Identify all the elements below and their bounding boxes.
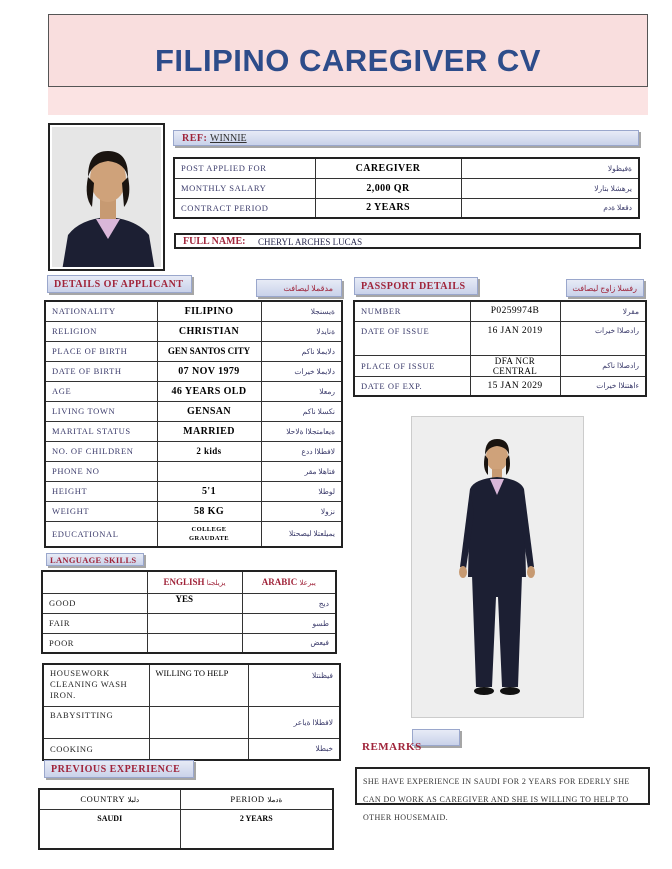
contract-label: CONTRACT PERIOD [174,198,315,218]
contract-ar: دقعلا ةدم [461,198,639,218]
title-band [48,87,648,115]
detail-ar: رمعلا [261,381,342,401]
full-body-illustration [412,417,583,717]
detail-value: 58 KG [157,501,261,521]
table-row [45,301,342,321]
salary-label: MONTHLY SALARY [174,178,315,198]
full-body-photo [411,416,584,718]
detail-label: MARITAL STATUS [45,421,157,441]
table-row [45,521,342,547]
skill-label: COOKING [43,738,149,760]
detail-value: MARRIED [157,421,261,441]
skill-ar: فيظنتلا [248,664,340,706]
table-row [354,321,646,355]
passport-ar: رادصلاا خيرات [560,321,646,355]
passport-ar: ءاهتنلاا خيرات [560,376,646,396]
remarks-text: SHE HAVE EXPERIENCE IN SAUDI FOR 2 YEARS FOR EDERLY SHE CAN DO WORK AS CAREGIVER AND SHE IS WILLING TO HELP TO OTHER HOUSEMAID. [363,777,630,822]
post-value: CAREGIVER [315,158,461,178]
title-box [48,14,648,87]
full-name-label: FULL NAME: [183,236,246,247]
language-title: LANGUAGE SKILLS [50,555,137,565]
detail-ar: دلايملا خيرات [261,361,342,381]
details-title: DETAILS OF APPLICANT [54,279,184,290]
table-row [45,381,342,401]
remarks-box [355,767,650,822]
table-row [45,501,342,521]
skill-ar: خبطلا [248,738,340,760]
table-row [45,421,342,441]
portrait-photo [48,123,165,271]
passport-value: P0259974B [470,301,560,321]
country-label-ar: دلبلا [127,796,140,805]
detail-ar: دلايملا ناكم [261,341,342,361]
table-row [42,613,336,633]
detail-value: 5'1 [157,481,261,501]
detail-value: GENSAN [157,401,261,421]
skill-label: HOUSEWORK CLEANING WASH IRON. [43,664,149,706]
detail-label: PHONE NO [45,461,157,481]
detail-value: 2 kids [157,441,261,461]
arabic-label: ARABIC [261,577,298,588]
country-label: COUNTRY [80,794,125,805]
english-poor [147,633,242,653]
experience-country: SAUDI [39,809,180,849]
passport-value: 16 JAN 2019 [470,321,560,355]
language-level: POOR [42,633,147,653]
language-banner [46,553,144,566]
experience-header-country [39,789,180,809]
full-name-value: CHERYL ARCHES LUCAS [258,237,363,247]
english-label: ENGLISH [163,577,205,588]
ref-banner [173,130,639,146]
skill-value [149,706,248,738]
table-row [354,355,646,376]
detail-value [157,461,261,481]
skill-value [149,738,248,760]
detail-value: 07 NOV 1979 [157,361,261,381]
detail-label: LIVING TOWN [45,401,157,421]
detail-value: FILIPINO [157,301,261,321]
detail-label: WEIGHT [45,501,157,521]
table-row [45,441,342,461]
language-table [41,570,337,654]
detail-value: CHRISTIAN [157,321,261,341]
portrait-illustration [52,127,161,267]
language-level: GOOD [42,593,147,613]
table-row [42,571,336,593]
table-row [45,401,342,421]
passport-banner-ar [566,279,644,297]
detail-label: DATE OF BIRTH [45,361,157,381]
passport-value: DFA NCR CENTRAL [470,355,560,376]
skill-ar: لافطلاا ةياعر [248,706,340,738]
experience-banner [44,760,194,778]
experience-period: 2 YEARS [180,809,333,849]
table-row [174,198,639,218]
period-label: PERIOD [230,794,265,805]
language-ar: طسو [242,613,336,633]
language-header-english [147,571,242,593]
remarks-title: REMARKS [362,741,422,753]
table-row [45,341,342,361]
details-banner [47,275,192,293]
passport-label: PLACE OF ISSUE [354,355,470,376]
detail-label: HEIGHT [45,481,157,501]
language-ar: ديج [242,593,336,613]
table-row [45,461,342,481]
table-row [43,738,340,760]
detail-label: AGE [45,381,157,401]
post-ar: ةفيظولا [461,158,639,178]
table-row [174,178,639,198]
table-row [45,481,342,501]
detail-ar: يميلعتلا ليصحتلا [261,521,342,547]
table-row [39,789,333,809]
detail-label: RELIGION [45,321,157,341]
ref-value: WINNIE [210,133,247,144]
passport-label: DATE OF EXP. [354,376,470,396]
detail-ar: نكسلا ناكم [261,401,342,421]
detail-ar: لوطلا [261,481,342,501]
table-row [42,633,336,653]
post-label: POST APPLIED FOR [174,158,315,178]
table-row [354,376,646,396]
table-row [45,321,342,341]
page-title: FILIPINO CAREGIVER CV [155,43,541,78]
skills-table [42,663,341,761]
passport-table [353,300,647,397]
passport-value: 15 JAN 2029 [470,376,560,396]
table-row [174,158,639,178]
language-header-arabic [242,571,336,593]
table-row [354,301,646,321]
salary-value: 2,000 QR [315,178,461,198]
passport-ar: مقرلا [560,301,646,321]
full-name-box [174,233,641,249]
language-header-blank [42,571,147,593]
detail-label: NO. OF CHILDREN [45,441,157,461]
experience-table [38,788,334,850]
passport-title-ar: رفسلا زاوج ليصافت [572,284,637,293]
passport-title: PASSPORT DETAILS [361,281,466,292]
skill-label: BABYSITTING [43,706,149,738]
passport-ar: رادصلاا ناكم [560,355,646,376]
detail-ar: ةنايدلا [261,321,342,341]
detail-ar: ةيعامتجلاا ةلاحلا [261,421,342,441]
salary-ar: يرهشلا بتارلا [461,178,639,198]
table-row [42,593,336,613]
detail-ar: نزولا [261,501,342,521]
experience-header-period [180,789,333,809]
details-title-ar: مدقملا ليصافت [283,284,333,293]
ref-label: REF: [182,133,208,144]
detail-value: 46 YEARS OLD [157,381,261,401]
table-row [43,664,340,706]
detail-value: GEN SANTOS CITY [157,341,261,361]
post-table [173,157,640,219]
contract-value: 2 YEARS [315,198,461,218]
table-row [39,809,333,849]
detail-value: COLLEGE GRAUDATE [157,521,261,547]
passport-banner [354,277,478,295]
detail-label: PLACE OF BIRTH [45,341,157,361]
table-row [45,361,342,381]
detail-ar: لافطلاا ددع [261,441,342,461]
language-ar: فيعض [242,633,336,653]
detail-ar: فتاهلا مقر [261,461,342,481]
detail-ar: ةيسنجلا [261,301,342,321]
english-fair [147,613,242,633]
language-level: FAIR [42,613,147,633]
period-label-ar: ةدملا [267,796,283,805]
table-row [43,706,340,738]
english-label-ar: يزيلجنا [206,579,226,588]
english-good: YES [147,593,242,613]
detail-label: EDUCATIONAL [45,521,157,547]
detail-label: NATIONALITY [45,301,157,321]
passport-label: NUMBER [354,301,470,321]
arabic-label-ar: يبرعلا [299,579,316,588]
skill-value: WILLING TO HELP [149,664,248,706]
passport-label: DATE OF ISSUE [354,321,470,355]
details-table [44,300,343,548]
details-banner-ar [256,279,342,297]
experience-title: PREVIOUS EXPERIENCE [51,764,181,775]
